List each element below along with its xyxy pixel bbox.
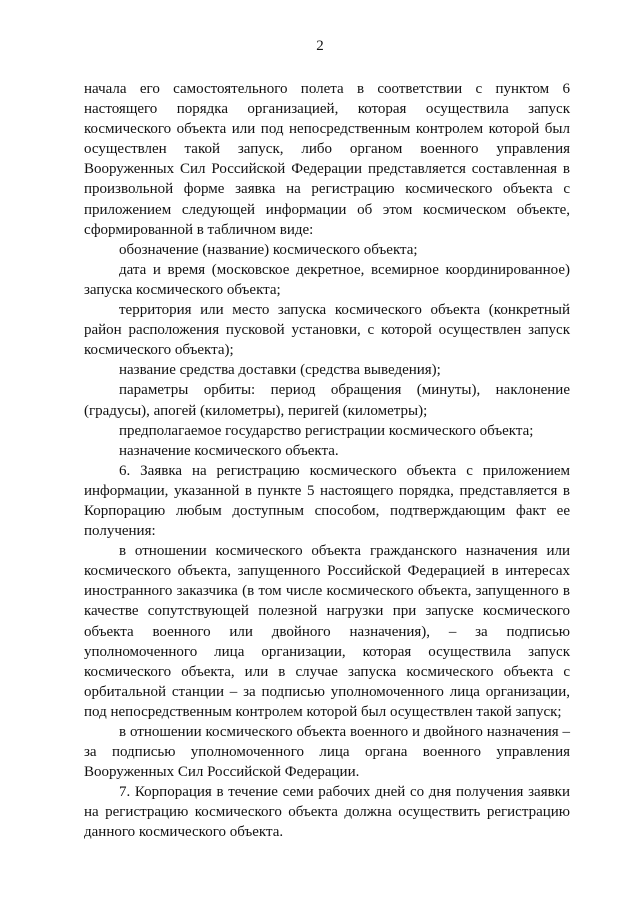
paragraph: название средства доставки (средства выведения); (119, 362, 441, 379)
paragraph: 7. Корпорация в течение семи рабочих дней со дня получения заявки на регистрацию космического объекта должна осуществить регистрацию данного космического объекта. (84, 784, 570, 841)
paragraph: в отношении космического объекта военного и двойного назначения – за подписью уполномоченного лица органа военного управления Вооруженных Сил Российской Федерации. (84, 724, 570, 781)
paragraph: обозначение (название) космического объекта; (119, 241, 418, 258)
paragraph: дата и время (московское декретное, всемирное координированное) запуска космического объекта; (84, 261, 570, 298)
body-text (84, 79, 570, 843)
page-number: 2 (316, 38, 324, 54)
paragraph: начала его самостоятельного полета в соответствии с пунктом 6 настоящего порядка организацией, которая осуществила запуск космического объекта или под непосредственным контролем которой был осуществлен такой запуск, либо органом военного управления Вооруженных Сил Российской Федерации представляется составленная в произвольной форме заявка на регистрацию космического объекта с приложением следующей информации об этом космическом объекте, сформированной в табличном виде: (84, 81, 570, 238)
paragraph: в отношении космического объекта гражданского назначения или космического объекта, запущенного Российской Федерацией в интересах иностранного заказчика (в том числе космического объекта, запущенного в качестве сопутствующей полезной нагрузки при запуске космического объекта военного или двойного назначения), – за подписью уполномоченного лица организации, которая осуществила запуск космического объекта, или в случае запуска космического объекта с орбитальной станции – за подписью уполномоченного лица организации, под непосредственным контролем которой был осуществлен такой запуск; (84, 543, 570, 720)
paragraph: 6. Заявка на регистрацию космического объекта с приложением информации, указанной в пункте 5 настоящего порядка, представляется в Корпорацию любым доступным способом, подтверждающим факт ее получения: (84, 462, 570, 540)
paragraph: территория или место запуска космического объекта (конкретный район расположения пусковой установки, с которой осуществлен запуск космического объекта); (84, 302, 570, 359)
paragraph: предполагаемое государство регистрации космического объекта; (119, 422, 534, 439)
paragraph: назначение космического объекта. (119, 442, 339, 459)
paragraph: параметры орбиты: период обращения (минуты), наклонение (градусы), апогей (километры), перигей (километры); (84, 382, 570, 419)
